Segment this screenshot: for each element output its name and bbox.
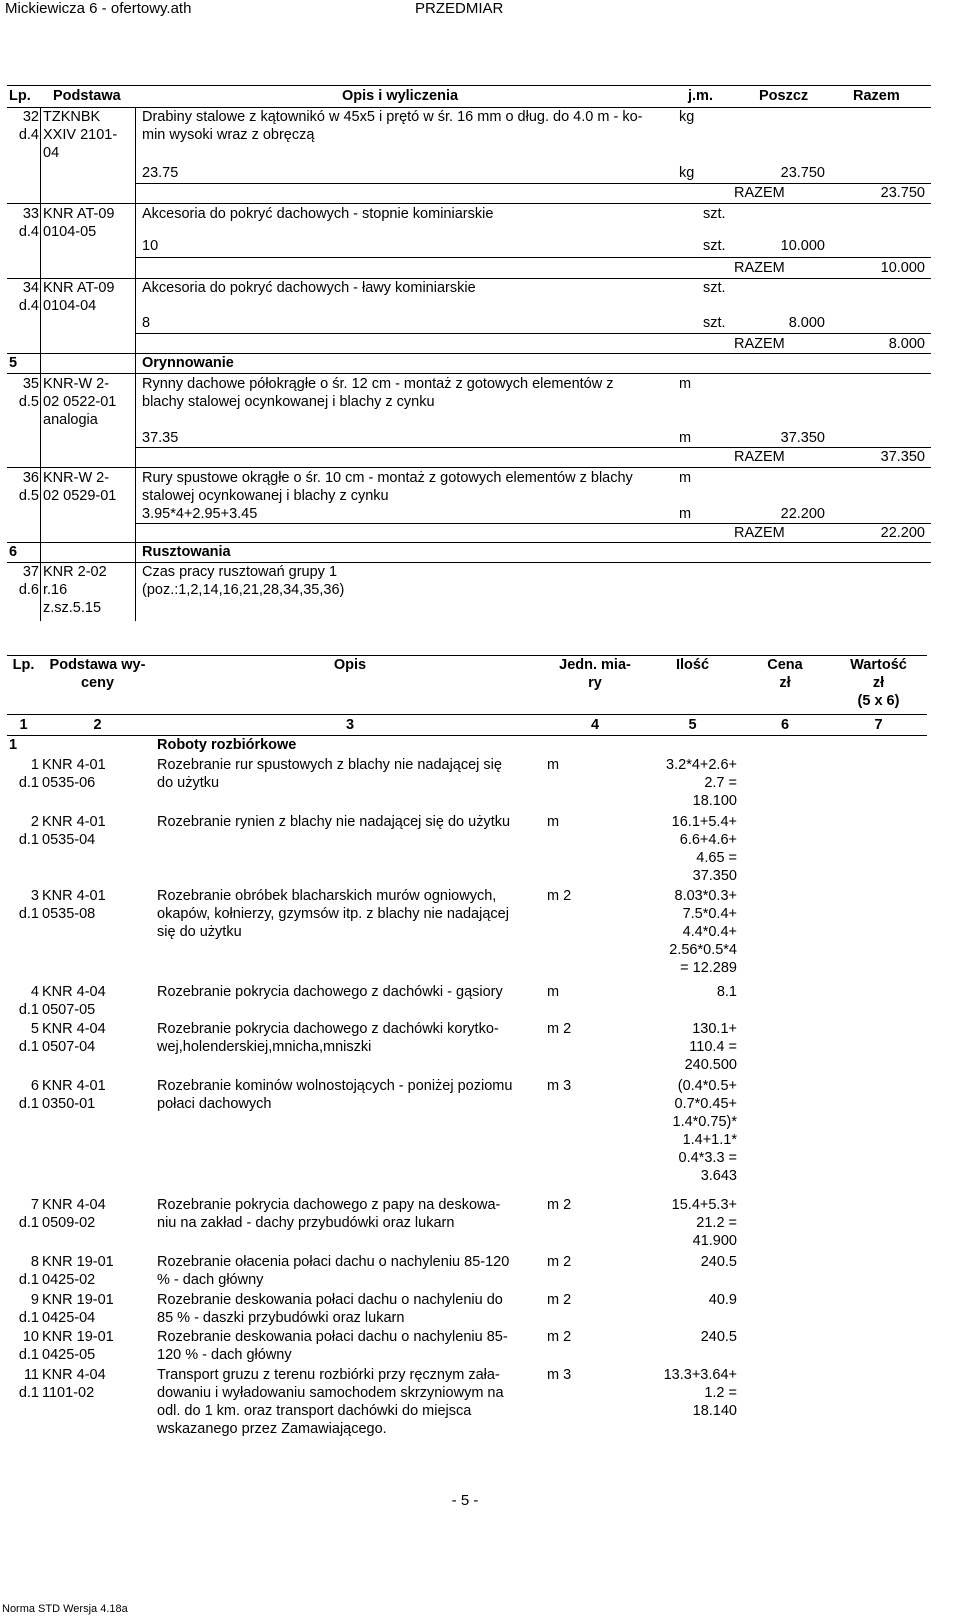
row-opis: Czas pracy rusztowań grupy 1 (poz.:1,2,14,16,21,28,34,35,36)	[142, 564, 345, 598]
section-title: Rusztowania	[142, 544, 231, 560]
razem-label: RAZEM	[734, 449, 785, 465]
page-number: - 5 -	[451, 1492, 479, 1509]
row-opis: Transport gruzu z terenu rozbiórki przy ręcznym zała- dowaniu i wyładowaniu samochodem skrzyniowym na odl. do 1 km. oraz transport dachówki do miejsca wskazanego przez Zamawiającego.	[157, 1367, 504, 1437]
row-opis: Rozebranie deskowania połaci dachu o nachyleniu 85- 120 % - dach główny	[157, 1329, 508, 1363]
row-opis: Rozebranie pokrycia dachowego z dachówki korytko- wej,holenderskiej,mnicha,mniszki	[157, 1021, 499, 1055]
row-jm: m 2	[547, 1021, 572, 1037]
col-header-cena: Cena zł	[767, 657, 803, 691]
row-ilosc: 130.1+ 110.4 = 240.500	[684, 1021, 737, 1073]
row-jm: m	[679, 470, 692, 486]
row-podstawa: KNR 4-01 0535-08	[42, 888, 106, 922]
col-header-jm: Jedn. mia- ry	[559, 657, 631, 691]
row-podstawa: KNR 19-01 0425-02	[42, 1254, 114, 1288]
row-podstawa: KNR AT-09 0104-04	[43, 280, 115, 314]
row-calc: 3.95*4+2.95+3.45	[142, 506, 258, 522]
razem-label: RAZEM	[734, 525, 785, 541]
kosztorys-table	[7, 657, 927, 1438]
row-calc: 8	[142, 315, 151, 331]
row-jm: m 3	[547, 1367, 572, 1383]
row-podstawa: KNR 4-01 0535-04	[42, 814, 106, 848]
col-number: 2	[93, 717, 102, 733]
row-lp: 9 d.1	[18, 1292, 39, 1326]
row-ilosc: (0.4*0.5+ 0.7*0.45+ 1.4*0.75)* 1.4+1.1* 0.4*3.3 = 3.643	[672, 1078, 737, 1184]
razem-label: RAZEM	[734, 260, 785, 276]
row-opis: Akcesoria do pokryć dachowych - ławy kominiarskie	[142, 280, 476, 296]
row-opis: Rury spustowe okrągłe o śr. 10 cm - montaż z gotowych elementów z blachy stalowej ocynkowanej i blachy z cynku	[142, 470, 633, 504]
row-poszcz: 37.350	[780, 430, 825, 446]
row-ilosc: 240.5	[700, 1254, 737, 1270]
row-poszcz: 23.750	[780, 165, 825, 181]
col-header-lp: Lp.	[9, 88, 31, 104]
row-lp: 3 d.1	[18, 888, 39, 922]
col-header-opis: Opis i wyliczenia	[342, 88, 459, 104]
row-calc: 23.75	[142, 165, 179, 181]
row-opis: Akcesoria do pokryć dachowych - stopnie kominiarskie	[142, 206, 494, 222]
row-poszcz: 22.200	[780, 506, 825, 522]
row-lp: 32 d.4	[18, 109, 39, 143]
row-jm: m 2	[547, 1292, 572, 1308]
column-divider	[40, 107, 41, 621]
col-header-jm: j.m.	[688, 88, 713, 104]
row-ilosc: 13.3+3.64+ 1.2 = 18.140	[663, 1367, 737, 1419]
row-podstawa: KNR 2-02 r.16 z.sz.5.15	[43, 564, 107, 616]
row-opis: Rozebranie rur spustowych z blachy nie nadającej się do użytku	[157, 757, 502, 791]
row-lp: 36 d.5	[18, 470, 39, 504]
row-lp: 37 d.6	[18, 564, 39, 598]
row-jm: szt.	[703, 206, 726, 222]
row-lp: 8 d.1	[18, 1254, 39, 1288]
row-calc-jm: m	[679, 506, 692, 522]
section-title: Roboty rozbiórkowe	[157, 737, 297, 753]
col-header-lp: Lp.	[12, 657, 35, 673]
software-footer: Norma STD Wersja 4.18a	[2, 1603, 128, 1615]
col-number: 3	[345, 717, 355, 733]
row-opis: Rozebranie pokrycia dachowego z papy na deskowa- niu na zakład - dachy przybudówki oraz lukarn	[157, 1197, 501, 1231]
col-header-razem: Razem	[853, 88, 900, 104]
row-razem: 10.000	[880, 260, 925, 276]
document-type: PRZEDMIAR	[415, 0, 504, 17]
row-podstawa: KNR 19-01 0425-04	[42, 1292, 114, 1326]
row-opis: Drabiny stalowe z kątownikó w 45x5 i prętó w śr. 16 mm o dług. do 4.0 m - ko- min wysoki wraz z obręczą	[142, 109, 643, 143]
row-opis: Rynny dachowe półokrągłe o śr. 12 cm - montaż z gotowych elementów z blachy stalowej ocynkowanej i blachy z cynku	[142, 376, 614, 410]
row-razem: 37.350	[880, 449, 925, 465]
col-number: 6	[780, 717, 790, 733]
row-lp: 7 d.1	[18, 1197, 39, 1231]
row-jm: m 2	[547, 888, 572, 904]
table-rule	[7, 467, 931, 468]
section-title: Orynnowanie	[142, 355, 234, 371]
row-ilosc: 3.2*4+2.6+ 2.7 = 18.100	[666, 757, 737, 809]
row-ilosc: 40.9	[708, 1292, 737, 1308]
section-number: 6	[9, 544, 18, 560]
row-podstawa: KNR 4-01 0535-06	[42, 757, 106, 791]
row-jm: kg	[679, 109, 695, 125]
row-ilosc: 240.5	[700, 1329, 737, 1345]
row-calc-jm: kg	[679, 165, 695, 181]
row-opis: Rozebranie rynien z blachy nie nadającej się do użytku	[157, 814, 511, 830]
col-header-wartosc: Wartość zł (5 x 6)	[850, 657, 907, 709]
razem-label: RAZEM	[734, 185, 785, 201]
col-header-podstawa: Podstawa wy- ceny	[49, 657, 146, 691]
col-header-ilosc: Ilość	[675, 657, 710, 673]
row-podstawa: KNR 4-04 1101-02	[42, 1367, 106, 1401]
row-calc-jm: szt.	[703, 238, 726, 254]
row-podstawa: KNR 4-01 0350-01	[42, 1078, 106, 1112]
row-opis: Rozebranie deskowania połaci dachu o nachyleniu do 85 % - daszki przybudówki oraz lukarn	[157, 1292, 503, 1326]
row-calc: 37.35	[142, 430, 179, 446]
col-number: 4	[590, 717, 600, 733]
row-calc: 10	[142, 238, 159, 254]
row-podstawa: KNR 4-04 0507-05	[42, 984, 106, 1018]
row-jm: m	[547, 814, 560, 830]
col-header-podstawa: Podstawa	[53, 88, 121, 104]
row-calc-jm: szt.	[703, 315, 726, 331]
row-ilosc: 8.1	[716, 984, 737, 1000]
row-lp: 6 d.1	[18, 1078, 39, 1112]
table-rule	[7, 203, 931, 204]
col-number: 1	[19, 717, 28, 733]
table-rule	[135, 333, 931, 334]
row-podstawa: KNR 4-04 0507-04	[42, 1021, 106, 1055]
row-ilosc: 16.1+5.4+ 6.6+4.6+ 4.65 = 37.350	[671, 814, 737, 884]
row-opis: Rozebranie kominów wolnostojących - poniżej poziomu połaci dachowych	[157, 1078, 513, 1112]
document-title: Mickiewicza 6 - ofertowy.ath	[5, 0, 192, 17]
row-jm: m	[679, 376, 692, 392]
row-jm: m 2	[547, 1329, 572, 1345]
row-jm: m 3	[547, 1078, 572, 1094]
row-lp: 34 d.4	[18, 280, 39, 314]
section-number: 5	[9, 355, 18, 371]
col-header-poszcz: Poszcz	[759, 88, 809, 104]
row-opis: Rozebranie obróbek blacharskich murów ogniowych, okapów, kołnierzy, gzymsów itp. z blachy nie nadającej się do użytku	[157, 888, 509, 940]
col-number: 5	[688, 717, 697, 733]
row-ilosc: 8.03*0.3+ 7.5*0.4+ 4.4*0.4+ 2.56*0.5*4 = 12.289	[669, 888, 737, 976]
row-calc-jm: m	[679, 430, 692, 446]
table-rule	[7, 85, 931, 86]
row-lp: 35 d.5	[18, 376, 39, 410]
row-lp: 33 d.4	[18, 206, 39, 240]
row-jm: m 2	[547, 1254, 572, 1270]
razem-label: RAZEM	[734, 336, 785, 352]
row-jm: m	[547, 984, 560, 1000]
row-podstawa: KNR-W 2- 02 0529-01	[43, 470, 117, 504]
row-podstawa: KNR 19-01 0425-05	[42, 1329, 114, 1363]
row-podstawa: KNR-W 2- 02 0522-01 analogia	[43, 376, 117, 428]
row-razem: 8.000	[888, 336, 925, 352]
row-lp: 1 d.1	[18, 757, 39, 791]
row-lp: 5 d.1	[18, 1021, 39, 1055]
column-divider	[135, 107, 136, 621]
row-ilosc: 15.4+5.3+ 21.2 = 41.900	[671, 1197, 737, 1249]
table-rule	[7, 735, 927, 736]
row-opis: Rozebranie pokrycia dachowego z dachówki - gąsiory	[157, 984, 503, 1000]
row-podstawa: KNR 4-04 0509-02	[42, 1197, 106, 1231]
table-rule	[7, 714, 927, 715]
col-number: 7	[874, 717, 883, 733]
table-rule	[7, 373, 931, 374]
row-jm: szt.	[703, 280, 726, 296]
row-lp: 2 d.1	[18, 814, 39, 848]
row-podstawa: TZKNBK XXIV 2101- 04	[43, 109, 118, 161]
row-lp: 10 d.1	[18, 1329, 39, 1363]
row-razem: 22.200	[880, 525, 925, 541]
row-podstawa: KNR AT-09 0104-05	[43, 206, 115, 240]
col-header-opis: Opis	[333, 657, 367, 673]
row-razem: 23.750	[880, 185, 925, 201]
row-lp: 4 d.1	[18, 984, 39, 1018]
section-number: 1	[9, 737, 18, 753]
przedmiar-table	[7, 85, 931, 635]
row-opis: Rozebranie ołacenia połaci dachu o nachyleniu 85-120 % - dach główny	[157, 1254, 510, 1288]
row-poszcz: 8.000	[788, 315, 825, 331]
row-poszcz: 10.000	[780, 238, 825, 254]
row-jm: m 2	[547, 1197, 572, 1213]
table-rule	[135, 257, 931, 258]
row-lp: 11 d.1	[18, 1367, 39, 1401]
row-jm: m	[547, 757, 560, 773]
